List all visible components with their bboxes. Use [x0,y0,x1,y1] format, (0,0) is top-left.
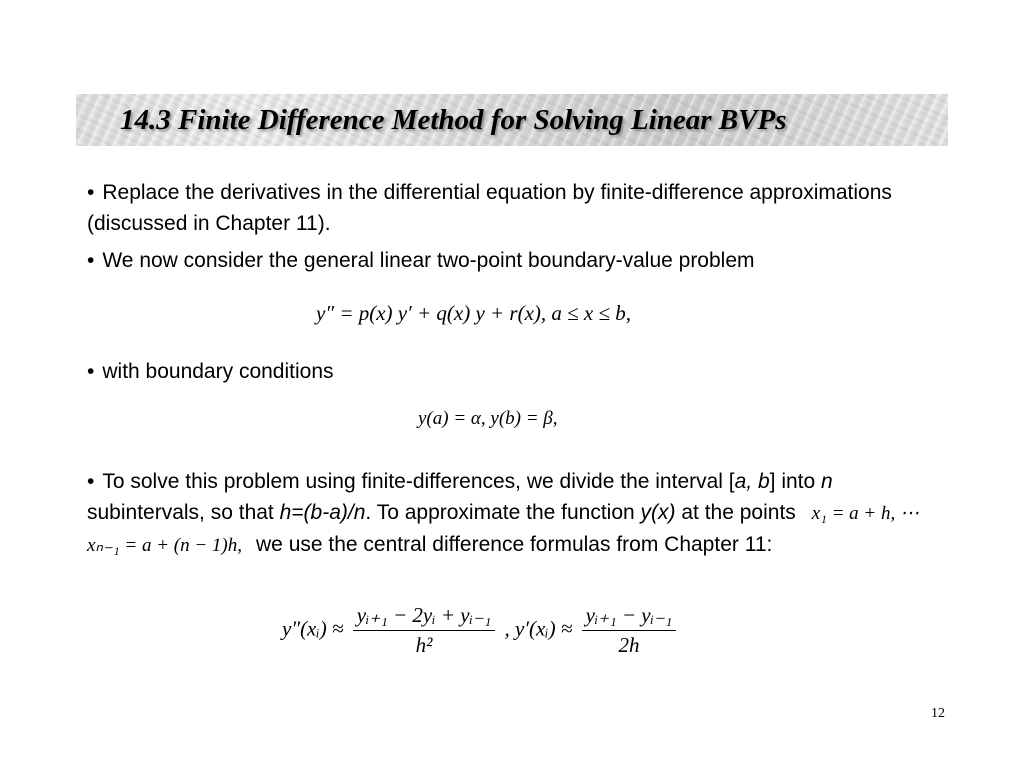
bullet-2-text: We now consider the general linear two-point boundary-value problem [102,249,755,272]
bullet-2 [87,245,937,276]
bullet-3-text: with boundary conditions [102,360,334,383]
function-symbol: y(x) [640,501,676,524]
bullet-1-text: Replace the derivatives in the differential equation by finite-difference approximations (discussed in Chapter 11). [87,181,892,235]
grid-points-equation: x₁ = a + h, ⋯ xₙ₋₁ = a + (n − 1)h, [87,503,919,556]
bullet-marker: • [87,470,95,493]
bullet-1 [87,177,917,239]
second-derivative-lhs: y″(xᵢ) ≈ [282,616,344,641]
bullet-3 [87,356,687,387]
bullet-marker: • [87,249,95,272]
second-derivative-fraction [353,603,496,658]
bullet-4-text-d: . To approximate the function [365,501,641,524]
boundary-conditions-equation: y(a) = α, y(b) = β, [418,408,558,429]
bullet-marker: • [87,360,95,383]
interval-endpoints: a, b [734,470,770,493]
bullet-4-text-c: subintervals, so that [87,501,280,524]
second-derivative-numerator: yᵢ₊₁ − 2yᵢ + yᵢ₋₁ [353,603,496,631]
step-size-formula: h=(b-a)/n [279,501,366,524]
n-symbol: n [821,470,833,493]
bullet-4-text-f: we use the central difference formulas from Chapter 11: [256,533,773,556]
ode-equation: y″ = p(x) y′ + q(x) y + r(x), a ≤ x ≤ b, [316,301,632,325]
first-derivative-lhs: , y′(xᵢ) ≈ [504,616,573,641]
first-derivative-denominator: 2h [618,633,640,657]
first-derivative-numerator: yᵢ₊₁ − yᵢ₋₁ [582,603,677,631]
bullet-4-text-a: To solve this problem using finite-differences, we divide the interval [ [102,470,735,493]
first-derivative-fraction [582,603,677,658]
bullet-4 [87,466,947,561]
slide-title: 14.3 Finite Difference Method for Solving Linear BVPs [120,104,787,136]
page-number: 12 [931,706,945,721]
bullet-4-text-e: at the points [675,501,796,524]
second-derivative-denominator: h² [415,633,433,657]
bullet-4-text-b: ] into [769,470,822,493]
bullet-marker: • [87,181,95,204]
central-difference-formulas [282,603,680,658]
